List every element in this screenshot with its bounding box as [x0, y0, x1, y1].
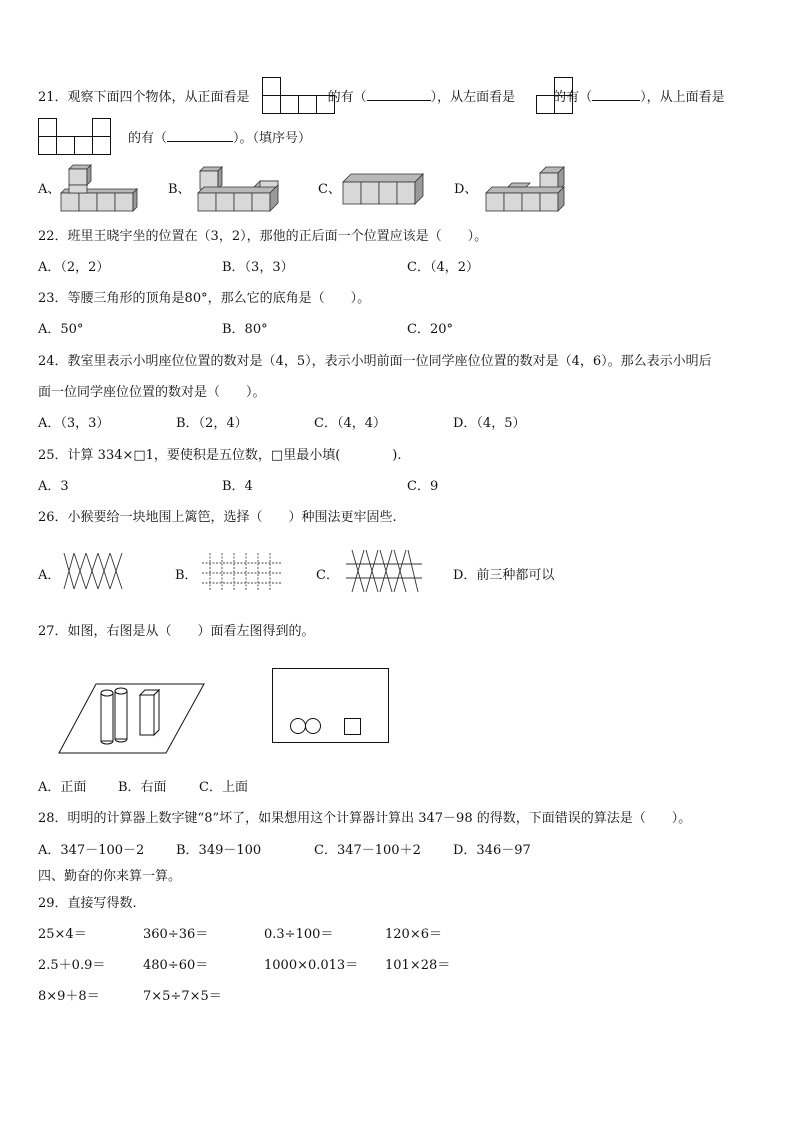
q29-item: 120×6＝ — [385, 927, 442, 942]
q29-item: 1000×0.013＝ — [264, 958, 359, 973]
q23-stem: 23．等腰三角形的顶角是80°，那么它的底角是（ ）。 — [38, 291, 371, 306]
q26-option-d[interactable]: D．前三种都可以 — [453, 568, 555, 583]
q26-option-a-fence — [62, 551, 124, 593]
q21-text3: ），从左面看是 — [430, 90, 516, 105]
q25-option-c[interactable]: C．9 — [407, 479, 439, 494]
q26-option-c-fence — [346, 548, 422, 594]
q28-option-c[interactable]: C．347－100＋2 — [314, 843, 421, 858]
q28-stem: 28．明明的计算器上数字键“8”坏了，如果想用这个计算器计算出 347－98 的得数，下面错误的算法是（ ）。 — [38, 811, 692, 826]
q26-option-a-label[interactable]: A． — [38, 568, 61, 583]
q27-option-b[interactable]: B．右面 — [118, 780, 167, 795]
q24-line1: 24．教室里表示小明座位位置的数对是（4，5），表示小明前面一位同学座位位置的数对是（4，6）。那么表示小明后 — [38, 354, 712, 369]
q22-stem: 22．班里王晓宇坐的位置在（3，2），那他的正后面一个位置应该是（ ）。 — [38, 229, 488, 244]
q25-stem: 25．计算 334×□1，要使积是五位数，□里最小填( ). — [38, 448, 402, 463]
q23-option-b[interactable]: B．80° — [222, 322, 268, 337]
q21-option-b-cubes — [198, 165, 288, 215]
q29-item: 0.3÷100＝ — [264, 927, 334, 942]
q28-option-b[interactable]: B．349－100 — [176, 843, 262, 858]
q23-option-c[interactable]: C．20° — [407, 322, 453, 337]
q21-text4: 的有（ — [553, 90, 593, 105]
q21-option-d-cubes — [486, 165, 576, 215]
q21-left-view-figure — [536, 77, 576, 117]
q28-option-a[interactable]: A．347－100－2 — [38, 843, 145, 858]
q29-stem: 29．直接写得数. — [38, 896, 137, 911]
q22-option-a[interactable]: A．（2，2） — [38, 260, 110, 275]
q26-option-b-label[interactable]: B． — [175, 568, 198, 583]
q21-option-a-label: A、 — [38, 182, 61, 197]
q27-option-a[interactable]: A．正面 — [38, 780, 87, 795]
section-4-heading: 四、勤奋的你来算一算。 — [38, 869, 182, 884]
q21-option-c-label: C、 — [318, 182, 341, 197]
q29-item: 2.5＋0.9＝ — [38, 958, 106, 973]
q29-item: 25×4＝ — [38, 927, 87, 942]
q22-option-b[interactable]: B．（3，3） — [222, 260, 294, 275]
q21-option-a-cubes — [61, 165, 141, 215]
q26-option-b-fence — [200, 551, 284, 593]
q27-option-c[interactable]: C．上面 — [199, 780, 248, 795]
q27-stem: 27．如图，右图是从（ ）面看左图得到的。 — [38, 624, 315, 639]
q24-option-c[interactable]: C．（4，4） — [314, 416, 386, 431]
q21-option-c-cubes — [343, 172, 433, 212]
q21-front-view-figure — [262, 77, 340, 117]
q21-option-d-label: D、 — [454, 182, 478, 197]
q24-option-a[interactable]: A．（3，3） — [38, 416, 110, 431]
q21-text6: 的有（ — [128, 131, 168, 146]
q26-option-c-label[interactable]: C． — [316, 568, 339, 583]
q21-line1 — [38, 88, 725, 107]
q24-option-b[interactable]: B．（2，4） — [176, 416, 248, 431]
q29-item: 360÷36＝ — [143, 927, 209, 942]
q22-option-c[interactable]: C．（4，2） — [407, 260, 479, 275]
q21-num: 21． — [38, 90, 68, 105]
q21-line2 — [128, 129, 311, 148]
q29-item: 101×28＝ — [385, 958, 451, 973]
q29-item: 8×9＋8＝ — [38, 989, 100, 1004]
q29-item: 7×5÷7×5＝ — [143, 989, 222, 1004]
q21-option-b-label: B、 — [168, 182, 191, 197]
q26-stem: 26．小猴要给一块地围上篱笆，选择（ ）种围法更牢固些. — [38, 510, 397, 525]
q24-option-d[interactable]: D．（4，5） — [453, 416, 526, 431]
q21-blank-top[interactable] — [167, 129, 233, 142]
q21-text5: ），从上面看是 — [640, 90, 725, 105]
q24-line2: 面一位同学座位位置的数对是（ ）。 — [38, 385, 266, 400]
q21-text1: 观察下面四个物体，从正面看是 — [67, 90, 250, 105]
q21-blank-left[interactable] — [592, 88, 640, 101]
q29-item: 480÷60＝ — [143, 958, 209, 973]
q27-left-figure-3d-objects — [58, 683, 206, 755]
q21-blank-front[interactable] — [367, 88, 431, 101]
q21-text2: 的有（ — [327, 90, 367, 105]
q25-option-b[interactable]: B．4 — [222, 479, 253, 494]
q21-text7: ）。（填序号） — [233, 131, 312, 146]
q21-top-view-figure — [38, 118, 114, 158]
q28-option-d[interactable]: D．346－97 — [453, 843, 531, 858]
q25-option-a[interactable]: A．3 — [38, 479, 69, 494]
q27-right-figure-view — [272, 668, 390, 744]
q23-option-a[interactable]: A．50° — [38, 322, 84, 337]
